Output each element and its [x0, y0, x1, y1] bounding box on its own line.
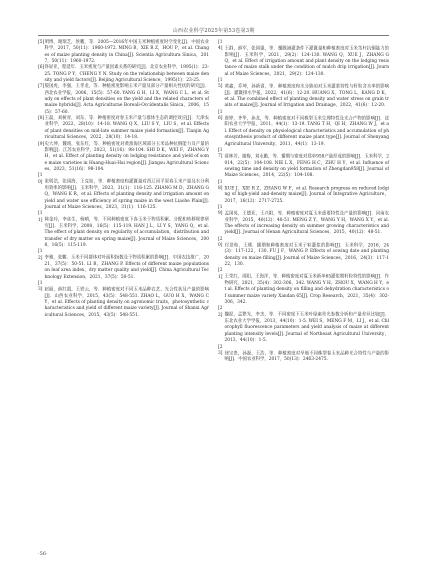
reference-number: [8] [38, 116, 45, 122]
page-number: ·56· [38, 551, 48, 557]
journal-running-header: 山西农业科学2025年第53卷第3期 [172, 28, 255, 34]
reference-text: 张明浩，张国海，王克如，等．种植密度和灌溉量对西辽河平原春玉米产量及水分利用效率的影响[J]．玉米科学，2023，31(1)：116-125. ZHANG M D，ZHANG G Q，WANG K R，et al. Effects of planting density and irrigation amount on yield and water use efficiency of spring maize in the west Liaohe Plain[J]. Journal of Maize Sciences，2023，31(1)：116-125. [44, 179, 209, 210]
reference-text: 唐婷，齐华，孙龙，等．种植密度对不同株型玉米生理特性及光合产物的影响[J]．沈阳农业大学学报，2011，44(1)：13-19. TANG T H，QI H，ZHANG W J，et al. Effect of density on physiological characteristics and accumulation of photosynthesis product of different maize plant type[J]. Journal of Shenyang Agricultural University，2011，44(1)：13-19. [224, 116, 389, 147]
reference-text: 王群，薛军，张国强，等．覆膜滴灌条件下灌溉量和种植密度对玉米茎秆抗倒能力的影响[J]．玉米科学，2021，29(2)：124-130. WANG Q，XUE J，ZHANG G Q，et al. Effect of irrigation amount and plant density on the lodging resistance of maize stalk under the condition of mulch drip irrigation[J]. Journal of Maize Sciences，2021，29(2)：124-130. [224, 46, 389, 77]
reference-number: [5] [38, 40, 45, 45]
reference-number: [7] [38, 84, 45, 90]
reference-number: [17] [218, 147, 223, 160]
reference-entry [218, 205, 389, 237]
reference-entry [38, 116, 209, 141]
reference-number: [11] [38, 211, 43, 223]
reference-entry [38, 281, 209, 319]
references-section [38, 40, 389, 550]
reference-text: 明博，谢瑞芝，侯鹏，等．2005—2016年中国玉米种植密度时空变化[J]．中国农业科学，2017，50(11)：1960-1972. MING B，XIE R Z，HOU P，et al. Changes of maize planting density in China[J]. Scientia Agricultura Sinica，2017，50(11)：1960-1972. [44, 40, 209, 65]
reference-entry [218, 237, 389, 269]
references-right-column [218, 40, 389, 550]
header-divider [38, 35, 389, 36]
reference-number: [12] [38, 249, 43, 261]
reference-number: [22] [218, 306, 223, 318]
reference-number: [23] [218, 344, 223, 356]
reference-entry [38, 40, 209, 65]
reference-text: 王荣红，周阳，王海洋，等．种植密度对夏玉米新单65灌浆期籽粒特性的影响[J]．作物研究，2021，35(4)：302-306，342. WANG Y H，ZHOU X，WANG H Y，et al. Effects of planting density on filling and dehydration characteristics of summer maize variety Xandan 65[J]. Crop Research，2021，35(4)：302-306，342. [224, 274, 389, 306]
reference-text: 魏湜，孟繁光，李杰，等．不同密度下玉米叶绿素荧光参数分析和产量差异比较[J]．东北农业大学学报，2013，44(10)：1-5. WEI S，MENG F M，LI J，et al. Chlorophyll fluorescence parameters and yield analysis of maize at different planting intensity levels[J]. Journal of Northeast Agricultural University，2013，44(10)：1-5. [224, 312, 389, 344]
reference-number: [20] [218, 236, 223, 248]
reference-text: 赵丽，薛红霞，王铁云，等．种植密度对不同玉米品种农艺、光合性状及产量的影响[J]．山西农业科学，2015，43(5)：548-551. ZHAO L，GUO H X，WANG C Y，et al. Effects of planting density on agronomic traits，photosynthetic characteristics and yield of different maize variety[J]. Journal of Shanxi Agricultural Sciences，2015，43(5)：548-551. [44, 287, 209, 318]
reference-entry [218, 148, 389, 180]
reference-number: [21] [218, 268, 223, 280]
reference-text: 韩金玲，李彦生，杨晴，等．不同种植密度下春玉米干物质积累、分配和转移规律研究[J]．玉米科学，2008，16(5)：115-119. HAN J L，LI Y S，YANG Q，et al. The effect of plant density on regularity of accumulation，distribution and transfer of dry matter on spring maize[J]. Journal of Maize Sciences，2008，16(5)：115-119. [44, 217, 209, 248]
reference-number: [9] [38, 141, 45, 147]
reference-text: 佟屏亚，程延年．玉米密度与产量因素关系的研究[J]．北京农业科学，1995(1)：23-25. TONG P Y，CHENG Y N. Study on the relationship between maize density and yield factors[J]. Beijing Agricultural Science，1995(1)：23-25. [44, 65, 209, 84]
reference-entry [38, 84, 209, 116]
reference-entry [218, 78, 389, 110]
reference-entry [218, 40, 389, 78]
reference-entry [218, 268, 389, 306]
reference-text: 王磊，刘树青，刘东，等．种植密度对春玉米产量与群体生态的调控效应[J]．天津农业科学，2022，28(10)：14-18. WANG Q X，LIU S Y，LIU S，et al. Effects of plant densities on mid-late summer maize yield formation[J]. Tianjin Agricultural Sciences，2022，28(10)：14-18. [44, 116, 209, 141]
reference-text: 付景和，王璞．播期和种植密度对玉米子粒灌浆的影响[J]．玉米科学，2016，24(3)：117-122，130. FU J F，WANG P. Effects of sowing date and planting density on maize filling[J]. Journal of Maize Sciences，2016，24(3)：117-122，130. [224, 243, 389, 268]
reference-entry [218, 306, 389, 344]
reference-entry [38, 211, 209, 249]
reference-number: [10] [38, 173, 43, 185]
reference-number: [14] [218, 40, 223, 52]
reference-text: 史大坤，魏靖，张东红，等．种植密度对黄淮海区域部分玉米品种抗倒能力及产量的影响[J]．江苏农业科学，2023，51(16)：98-104. SHI D K，WEI F，ZHANG Y H，et al. Effect of planting density on lodging resistance and yield of some maize varieties in Huang-Huai-Hai region[J]. Jiangsu Agricultural Sciences，2023，51(16)：98-104. [44, 141, 209, 172]
reference-text: 李雅，张鹏．玉米不同群体对叶面积指数及干物质积累的影响[J]．中国农技推广，2021，37(5)：50-51. LI B，ZHANG P. Effects of different maize populations on leaf area index，dry matter quality and yield[J]. China Agricultural Technology Extension，2021，37(5)：50-51. [44, 255, 209, 280]
reference-number: [13] [38, 281, 43, 293]
reference-text: 孟国英，王德亚，王兴阳，等．种植密度对夏玉米重要特性及产量的影响[J]．河南农业科学，2015，40(12)：48-51. MENG Z Y，WANG Y H，WANG X Y，et al. The effects of increasing density on summer growing characteristics and yield[J]. Journal of Henan Agricultural Sciences，2015，40(12)：48-51. [224, 211, 389, 236]
reference-number: [19] [218, 204, 223, 217]
reference-entry [38, 249, 209, 281]
reference-number: [6] [38, 65, 45, 71]
reference-text: XUE J，XIE R Z，ZHANG W F，et al. Research progress on reduced lodging of high-yield and-density maize[J]. Journal of Integrative Agriculture，2017，16(12)：2717-2725. [224, 185, 389, 204]
reference-entry [38, 173, 209, 211]
reference-entry [218, 345, 389, 364]
reference-text: 徐宗贵，孙磊，王浩，等．种植密度对旱地不同株型春玉米品种光合特性与产量的影响[J]．中国农业科学，2017，50(13)：2463-2475. [224, 350, 389, 363]
reference-entry [38, 65, 209, 84]
reference-entry [38, 142, 209, 174]
references-left-column [38, 40, 209, 550]
reference-number: [18] [218, 179, 223, 191]
reference-number: [15] [218, 78, 223, 90]
reference-number: [16] [218, 109, 223, 122]
reference-text: 聂林芳，谢梅，刘永勤，等．播期与密度对郑单958产量形成的影响[J]．玉米科学，2014，22(5)：104-108. NIE L X，FENG H C，ZHU H Y，et al. Influence of sowing time and density on yield formation of Zhengdan958[J]. Journal of Maize Sciences，2014，22(5)：104-108. [224, 154, 389, 179]
reference-text: 殷国虎，李强，王孝龙，等．种植密度影响玉米产量及部分产量相关性状的研究[J]．西北农业学报，2006，15(5)：57-60. YANG G H，LI X，WANG C L，et al. Study on effects of plant densities on the yield and the related characters of maize hybrids[J]. Acta Agriculturae Boreali-Occidentalis Sinica，2006，15(5)：57-60. [44, 84, 209, 115]
reference-entry [218, 180, 389, 205]
reference-entry [218, 110, 389, 148]
reference-text: 黄鑫，乔坤，孙新睿，等．种植密度和水分胁迫对玉米灌浆特性与籽粒含水率的影响[J]．灌溉排水学报，2022，41(6)：12-20. HUANG X，TONG L，KANG D K，et al. The combined effect of planting density and water stress on grain traits of maize[J]. Journal of Irrigation and Drainage，2022，41(6)：12-20. [224, 84, 389, 109]
